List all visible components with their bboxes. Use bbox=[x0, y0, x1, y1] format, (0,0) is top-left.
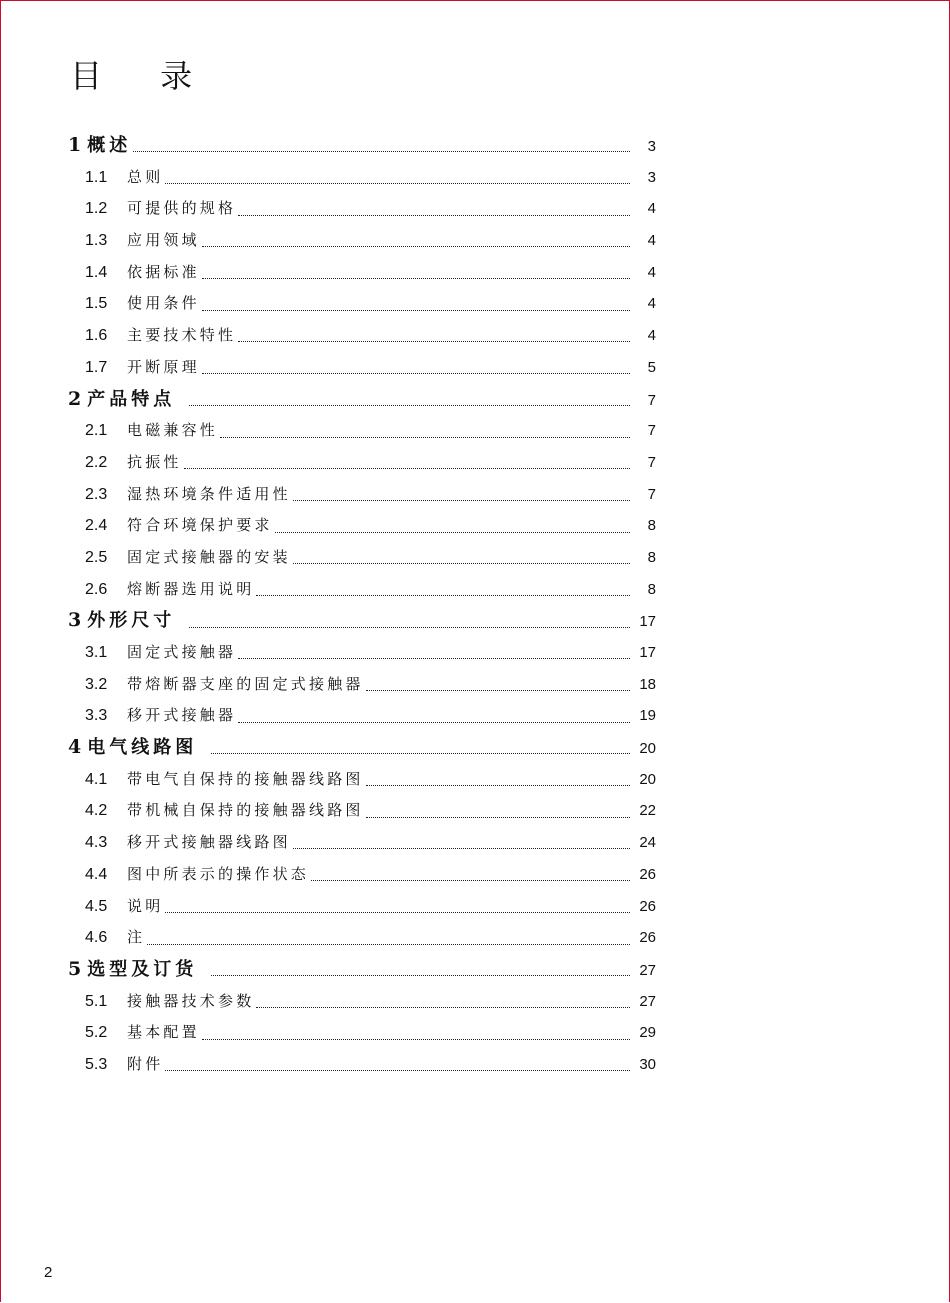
toc-entry-number: 1.7 bbox=[85, 358, 108, 376]
toc-section-row[interactable] bbox=[66, 986, 656, 1018]
toc-section-row[interactable] bbox=[66, 859, 656, 891]
toc-dot-leader bbox=[238, 215, 630, 216]
toc-entry-number: 1.4 bbox=[85, 263, 108, 281]
toc-entry-number: 3.3 bbox=[85, 707, 108, 725]
toc-entry-title: 接触器技术参数 bbox=[127, 991, 255, 1010]
toc-entry-page: 26 bbox=[639, 929, 656, 947]
toc-dot-leader bbox=[202, 310, 630, 311]
toc-entry-number: 3.1 bbox=[85, 644, 108, 661]
toc-entry-page: 3 bbox=[647, 168, 656, 186]
toc-entry-title: 产品特点 bbox=[87, 388, 176, 410]
toc-entry-number: 1.3 bbox=[85, 232, 108, 250]
footer-page-number: 2 bbox=[44, 1264, 53, 1281]
toc-entry-title: 说明 bbox=[127, 896, 164, 915]
toc-section-row[interactable] bbox=[66, 795, 656, 827]
toc-entry-title: 符合环境保护要求 bbox=[127, 516, 273, 535]
toc-section-row[interactable] bbox=[66, 669, 656, 701]
toc-dot-leader bbox=[256, 1007, 630, 1008]
toc-dot-leader bbox=[165, 183, 630, 184]
toc-dot-leader bbox=[189, 627, 630, 628]
toc-entry-number: 1.2 bbox=[85, 200, 108, 218]
toc-entry-page: 24 bbox=[639, 834, 656, 852]
toc-dot-leader bbox=[147, 944, 630, 945]
toc-dot-leader bbox=[366, 817, 630, 818]
toc-entry-number: 1.1 bbox=[85, 168, 108, 186]
toc-entry-title: 电气线路图 bbox=[87, 737, 198, 759]
toc-entry-page: 26 bbox=[639, 897, 656, 915]
toc-entry-title: 带熔断器支座的固定式接触器 bbox=[127, 674, 364, 693]
toc-dot-leader bbox=[202, 278, 630, 279]
toc-entry-page: 4 bbox=[647, 327, 656, 345]
toc-entry-page: 20 bbox=[639, 740, 656, 758]
toc-entry-number: 4.1 bbox=[85, 770, 108, 788]
toc-dot-leader bbox=[133, 151, 630, 152]
toc-dot-leader bbox=[211, 975, 630, 976]
toc-entry-title: 移开式接触器线路图 bbox=[127, 833, 291, 852]
toc-entry-page: 8 bbox=[647, 580, 656, 598]
toc-dot-leader bbox=[165, 912, 630, 913]
toc-section-row[interactable] bbox=[66, 320, 656, 352]
toc-entry-number: 5 bbox=[68, 957, 82, 980]
toc-entry-number: 1.5 bbox=[85, 295, 108, 313]
page-title: 目 录 bbox=[70, 57, 217, 95]
toc-entry-page: 22 bbox=[639, 802, 656, 820]
toc-section-row[interactable] bbox=[66, 352, 656, 384]
toc-entry-title: 固定式接触器的安装 bbox=[127, 547, 291, 566]
toc-entry-page: 4 bbox=[647, 200, 656, 218]
toc-entry-page: 8 bbox=[647, 517, 656, 535]
toc-section-row[interactable] bbox=[66, 162, 656, 194]
toc-entry-title: 抗振性 bbox=[127, 452, 182, 471]
toc-entry-number: 4.6 bbox=[85, 929, 108, 947]
toc-entry-page: 19 bbox=[639, 707, 656, 725]
toc-entry-number: 1.6 bbox=[85, 327, 108, 345]
toc-section-row[interactable] bbox=[66, 1049, 656, 1081]
toc-entry-page: 7 bbox=[647, 391, 656, 409]
toc-dot-leader bbox=[256, 595, 630, 596]
toc-entry-number: 4.5 bbox=[85, 897, 108, 915]
toc-entry-page: 27 bbox=[639, 992, 656, 1010]
toc-entry-number: 5.2 bbox=[85, 1024, 108, 1042]
toc-entry-page: 18 bbox=[639, 675, 656, 693]
toc-dot-leader bbox=[366, 690, 630, 691]
table-of-contents bbox=[66, 130, 656, 1081]
toc-entry-page: 4 bbox=[647, 295, 656, 313]
toc-entry-title: 基本配置 bbox=[127, 1023, 200, 1042]
toc-dot-leader bbox=[238, 658, 630, 659]
toc-section-row[interactable] bbox=[66, 257, 656, 289]
toc-entry-title: 附件 bbox=[127, 1054, 164, 1073]
toc-dot-leader bbox=[189, 405, 630, 406]
toc-chapter-row[interactable] bbox=[66, 130, 656, 162]
toc-entry-number: 2.3 bbox=[85, 485, 108, 503]
toc-entry-page: 4 bbox=[647, 263, 656, 281]
toc-entry-title: 总则 bbox=[127, 167, 164, 186]
toc-section-row[interactable] bbox=[66, 827, 656, 859]
toc-section-row[interactable] bbox=[66, 764, 656, 796]
toc-entry-title: 移开式接触器 bbox=[127, 706, 237, 725]
toc-entry-page: 7 bbox=[647, 485, 656, 503]
toc-entry-title: 主要技术特性 bbox=[127, 326, 237, 345]
toc-entry-title: 带电气自保持的接触器线路图 bbox=[127, 769, 364, 788]
toc-section-row[interactable] bbox=[66, 288, 656, 320]
toc-dot-leader bbox=[293, 563, 630, 564]
toc-section-row[interactable] bbox=[66, 891, 656, 923]
toc-chapter-row[interactable] bbox=[66, 384, 656, 416]
toc-chapter-row[interactable] bbox=[66, 732, 656, 764]
toc-section-row[interactable] bbox=[66, 479, 656, 511]
toc-dot-leader bbox=[238, 722, 630, 723]
toc-entry-title: 可提供的规格 bbox=[127, 199, 237, 218]
toc-dot-leader bbox=[311, 880, 630, 881]
toc-section-row[interactable] bbox=[66, 700, 656, 732]
toc-entry-title: 熔断器选用说明 bbox=[127, 579, 255, 598]
toc-dot-leader bbox=[238, 341, 630, 342]
toc-dot-leader bbox=[293, 500, 630, 501]
toc-entry-number: 4 bbox=[68, 736, 82, 759]
toc-entry-title: 固定式接触器 bbox=[127, 643, 237, 661]
toc-entry-title: 选型及订货 bbox=[87, 958, 198, 980]
toc-entry-title: 概述 bbox=[87, 135, 132, 156]
toc-section-row[interactable] bbox=[66, 415, 656, 447]
toc-entry-number: 2.2 bbox=[85, 453, 108, 471]
toc-section-row[interactable] bbox=[66, 447, 656, 479]
toc-entry-page: 7 bbox=[647, 453, 656, 471]
toc-dot-leader bbox=[165, 1070, 630, 1071]
toc-entry-number: 5.3 bbox=[85, 1055, 108, 1073]
toc-dot-leader bbox=[366, 785, 630, 786]
toc-entry-number: 4.3 bbox=[85, 834, 108, 852]
toc-entry-page: 5 bbox=[647, 358, 656, 376]
toc-entry-page: 17 bbox=[639, 644, 656, 661]
toc-entry-page: 8 bbox=[647, 548, 656, 566]
toc-entry-number: 2.1 bbox=[85, 422, 108, 440]
toc-entry-page: 27 bbox=[639, 961, 656, 979]
toc-entry-number: 4.4 bbox=[85, 865, 108, 883]
toc-section-row[interactable] bbox=[66, 922, 656, 954]
toc-dot-leader bbox=[184, 468, 630, 469]
toc-section-row[interactable] bbox=[66, 637, 656, 669]
toc-entry-number: 2.5 bbox=[85, 548, 108, 566]
toc-dot-leader bbox=[202, 1039, 630, 1040]
toc-entry-page: 20 bbox=[639, 770, 656, 788]
toc-entry-title: 带机械自保持的接触器线路图 bbox=[127, 801, 364, 820]
toc-chapter-row[interactable] bbox=[66, 954, 656, 986]
toc-entry-page: 29 bbox=[639, 1024, 656, 1042]
toc-dot-leader bbox=[220, 437, 630, 438]
toc-dot-leader bbox=[275, 532, 630, 533]
toc-entry-title: 湿热环境条件适用性 bbox=[127, 484, 291, 503]
toc-dot-leader bbox=[211, 753, 630, 754]
toc-entry-title: 电磁兼容性 bbox=[127, 421, 219, 440]
toc-entry-page: 7 bbox=[647, 422, 656, 440]
toc-entry-title: 开断原理 bbox=[127, 357, 200, 376]
toc-dot-leader bbox=[202, 246, 630, 247]
toc-entry-number: 5.1 bbox=[85, 992, 108, 1010]
toc-entry-page: 26 bbox=[639, 865, 656, 883]
toc-dot-leader bbox=[202, 373, 630, 374]
toc-entry-title: 图中所表示的操作状态 bbox=[127, 864, 310, 883]
toc-chapter-row[interactable] bbox=[66, 605, 656, 637]
toc-entry-title: 应用领域 bbox=[127, 231, 200, 250]
toc-entry-page: 3 bbox=[647, 138, 656, 155]
toc-section-row[interactable] bbox=[66, 225, 656, 257]
toc-entry-number: 2 bbox=[68, 387, 82, 410]
toc-entry-page: 4 bbox=[647, 232, 656, 250]
toc-section-row[interactable] bbox=[66, 542, 656, 574]
toc-dot-leader bbox=[293, 848, 630, 849]
toc-entry-number: 1 bbox=[68, 134, 82, 156]
toc-section-row[interactable] bbox=[66, 510, 656, 542]
toc-entry-title: 依据标准 bbox=[127, 262, 200, 281]
toc-entry-number: 2.4 bbox=[85, 517, 108, 535]
toc-section-row[interactable] bbox=[66, 1017, 656, 1049]
toc-section-row[interactable] bbox=[66, 193, 656, 225]
toc-section-row[interactable] bbox=[66, 574, 656, 606]
toc-entry-number: 3 bbox=[68, 609, 82, 632]
toc-entry-title: 注 bbox=[127, 928, 146, 947]
toc-entry-number: 4.2 bbox=[85, 802, 108, 820]
toc-entry-number: 2.6 bbox=[85, 580, 108, 598]
toc-entry-title: 使用条件 bbox=[127, 294, 200, 313]
toc-entry-page: 17 bbox=[639, 613, 656, 631]
toc-entry-number: 3.2 bbox=[85, 675, 108, 693]
toc-entry-page: 30 bbox=[639, 1055, 656, 1073]
toc-entry-title: 外形尺寸 bbox=[87, 610, 176, 632]
